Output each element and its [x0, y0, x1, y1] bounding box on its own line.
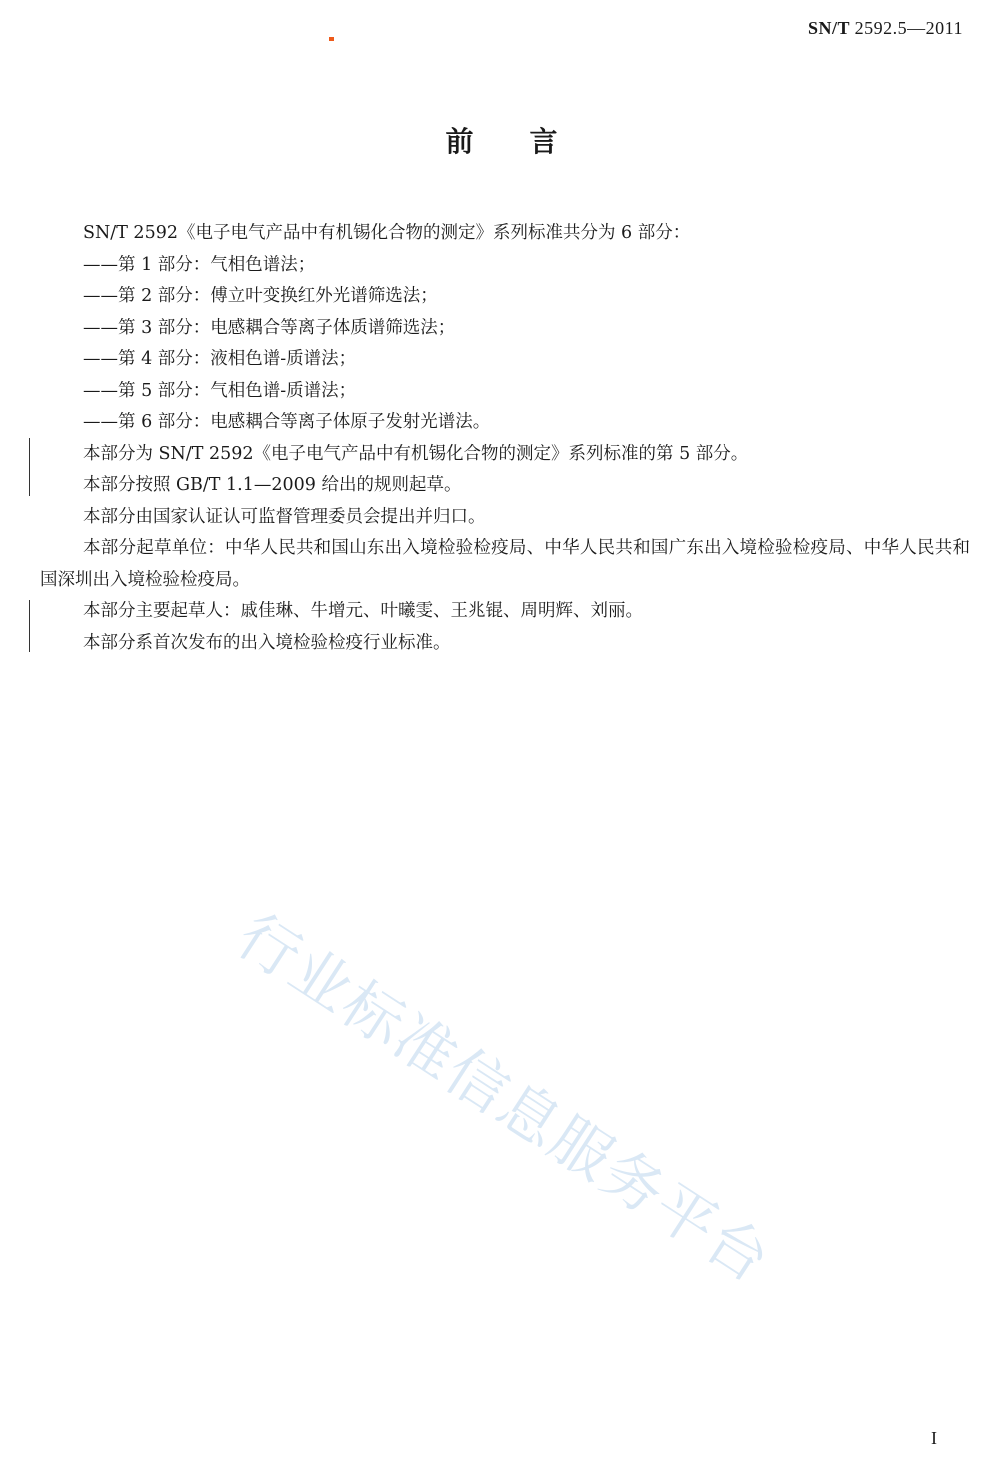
standard-number: 2592.5—2011 [854, 18, 963, 38]
preface-list-item-part6: ——第 6 部分：电感耦合等离子体原子发射光谱法。 [83, 412, 491, 432]
page-title: 前言 [445, 125, 614, 158]
watermark: 行业标准信息服务平台 [224, 900, 783, 1298]
page-number: I [931, 1428, 937, 1448]
change-bar-1 [29, 438, 30, 496]
orange-mark [329, 37, 334, 41]
preface-paragraph-proposer: 本部分由国家认证认可监督管理委员会提出并归口。 [83, 506, 486, 527]
preface-paragraph-drafters: 本部分主要起草人：戚佳琳、牛增元、叶曦雯、王兆锟、周明辉、刘丽。 [83, 601, 643, 621]
preface-list-item-part5: ——第 5 部分：气相色谱-质谱法； [83, 380, 357, 401]
preface-paragraph-drafting-rules: 本部分按照 GB/T 1.1—2009 给出的规则起草。 [83, 475, 462, 495]
preface-list-item-part4: ——第 4 部分：液相色谱-质谱法； [83, 349, 357, 369]
preface-list-item-part2: ——第 2 部分：傅立叶变换红外光谱筛选法； [83, 286, 438, 306]
preface-paragraph-first-release: 本部分系首次发布的出入境检验检疫行业标准。 [83, 632, 451, 653]
standard-code [808, 18, 963, 39]
standard-prefix: SN/T [807, 18, 850, 38]
preface-paragraph-drafting-units: 本部分起草单位：中华人民共和国山东出入境检验检疫局、中华人民共和国广东出入境检验检疫局、中华人民共和国深圳出入境检验检疫局。 [40, 538, 970, 590]
preface-paragraph-part-statement: 本部分为 SN/T 2592《电子电气产品中有机锡化合物的测定》系列标准的第 5 部分。 [83, 443, 749, 464]
change-bar-2 [29, 600, 30, 652]
preface-body [40, 218, 970, 659]
preface-list-item-part1: ——第 1 部分：气相色谱法； [83, 254, 316, 275]
preface-list-item-part3: ——第 3 部分：电感耦合等离子体质谱筛选法； [83, 317, 456, 338]
preface-paragraph-intro: SN/T 2592《电子电气产品中有机锡化合物的测定》系列标准共分为 6 部分： [83, 223, 691, 243]
